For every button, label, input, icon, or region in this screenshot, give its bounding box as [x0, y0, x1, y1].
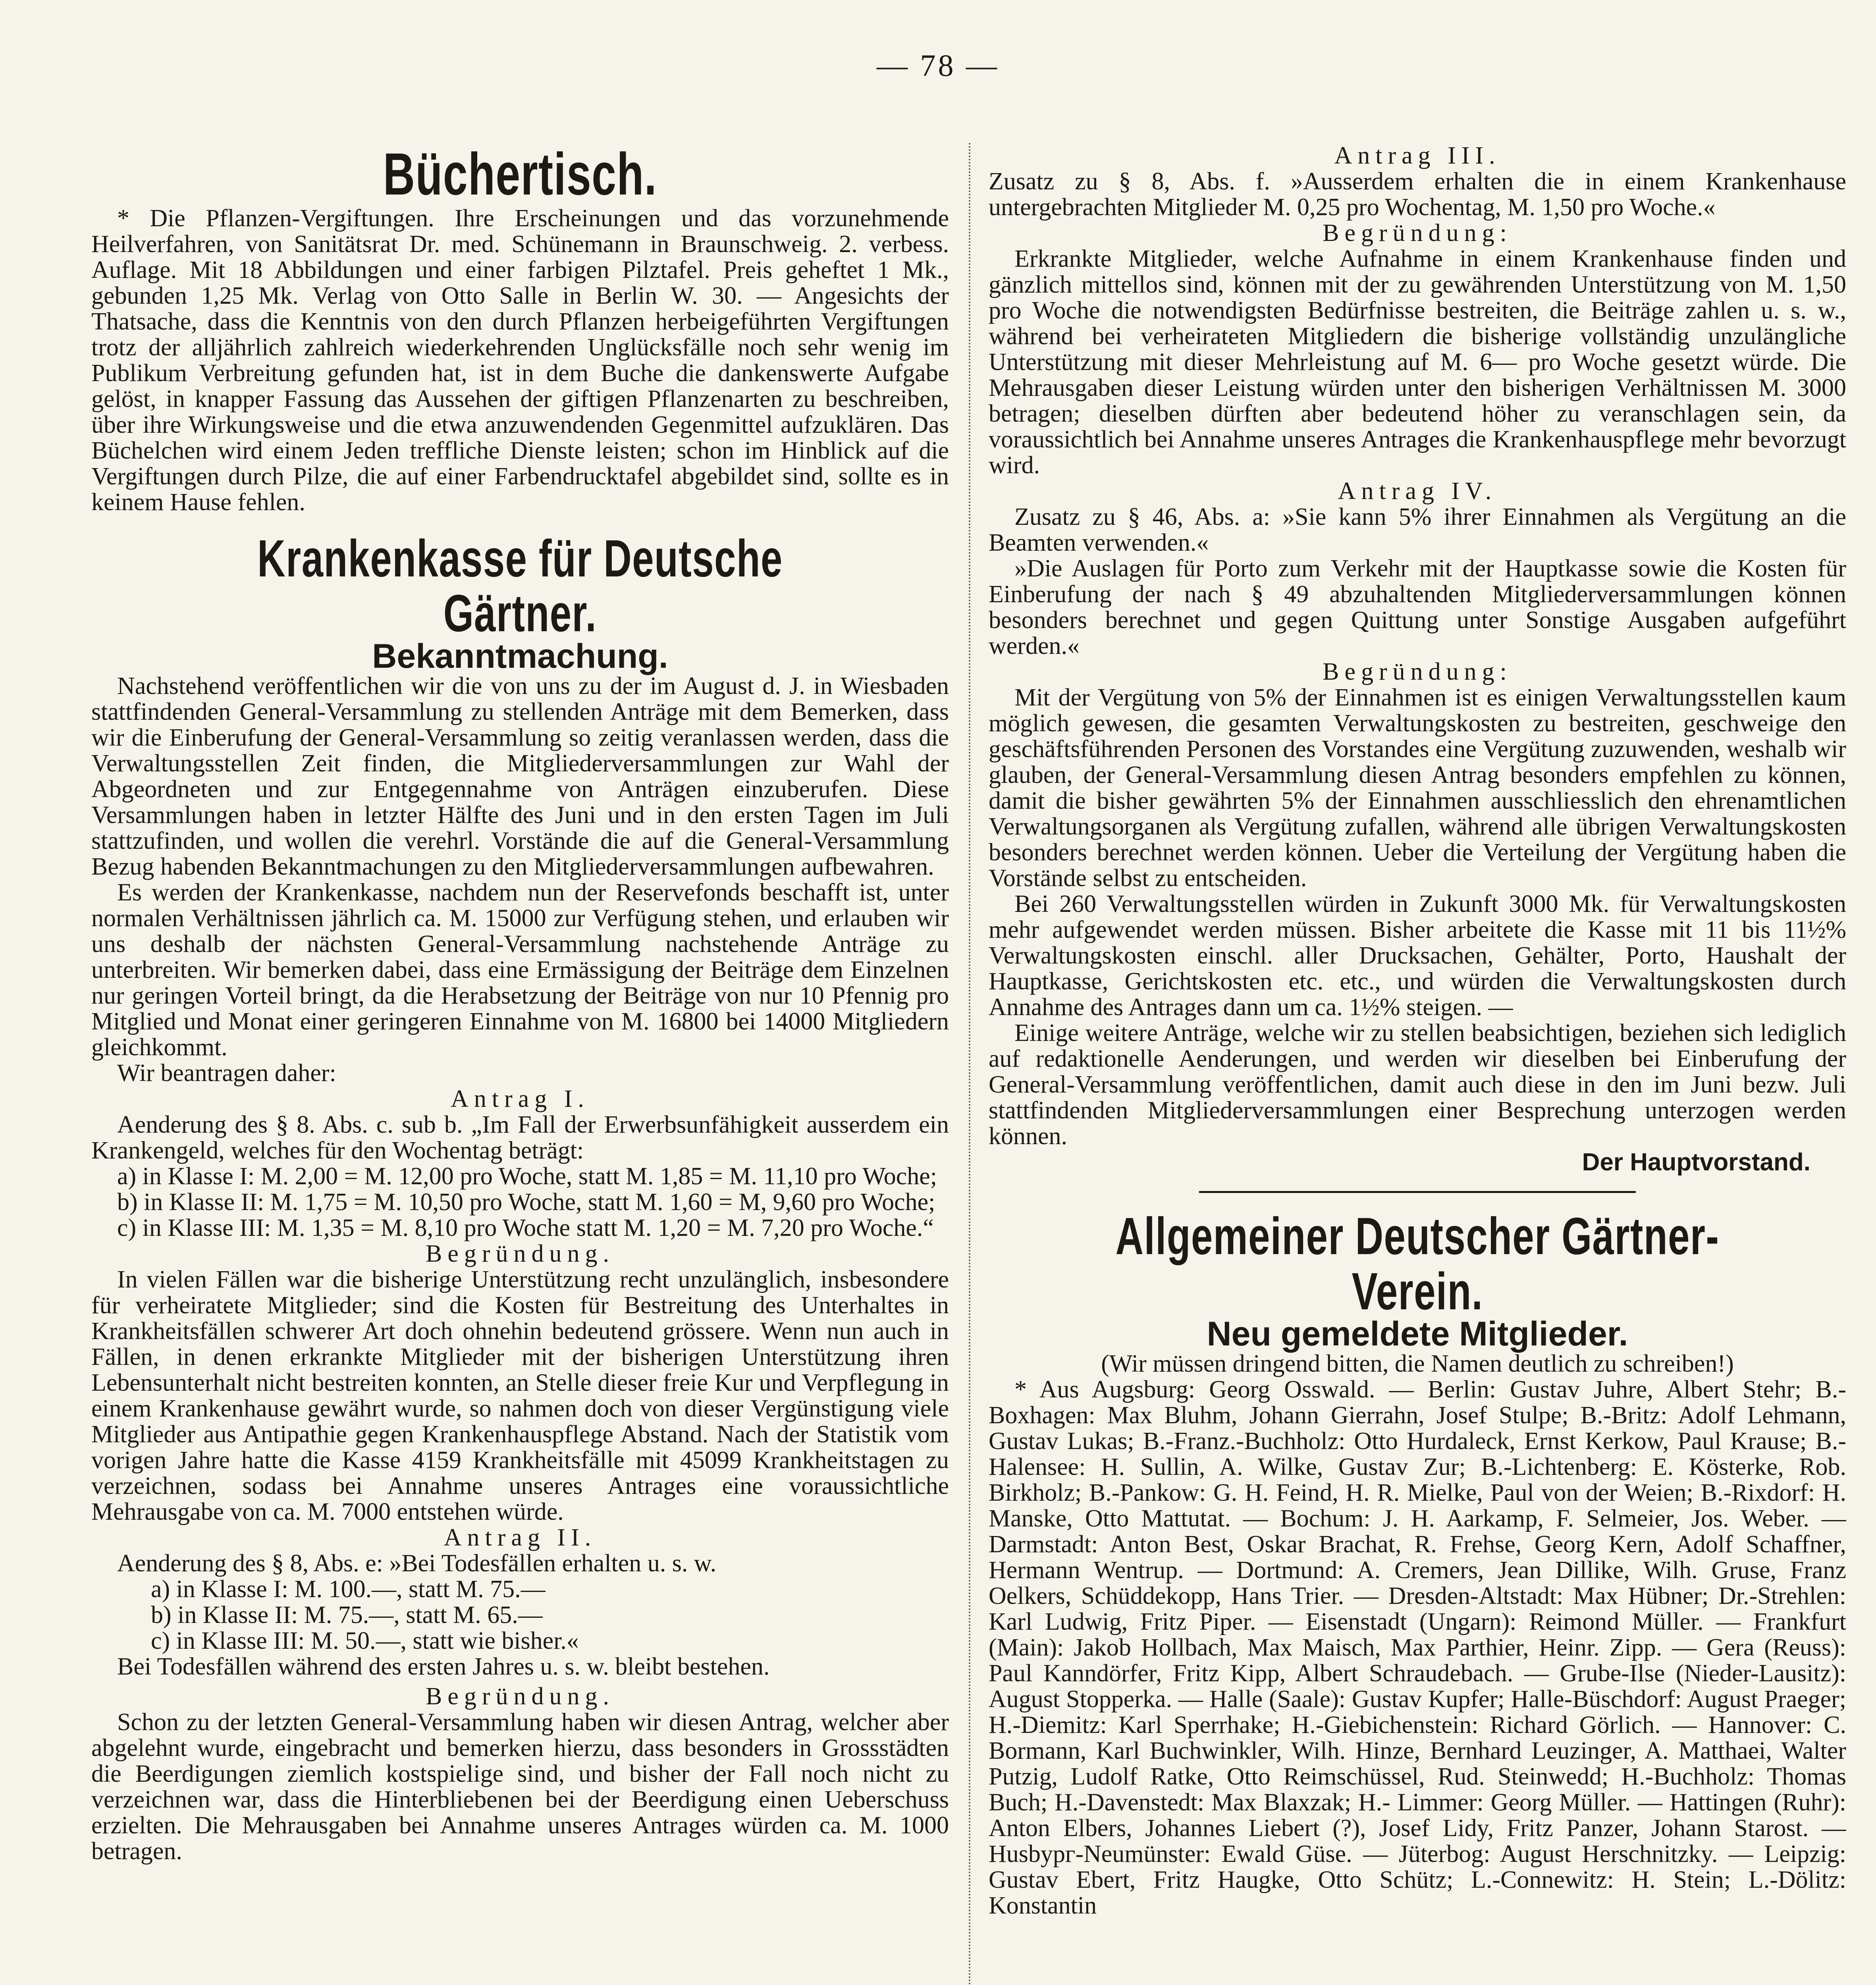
signature: Der Hauptvorstand.	[1582, 1149, 1810, 1176]
buechertisch-review: * Die Pflanzen-Vergiftungen. Ihre Erscheinungen und das vorzunehmende Heilverfahren, von Sanitätsrat Dr. med. Schünemann in Braunschweig. 2. verbess. Auflage. Mit 18 Abbildungen und einer farbigen Pilztafel. Preis geheftet 1 Mk., gebunden 1,25 Mk. Verlag von Otto Salle in Berlin W. 30. — Angesichts der Thatsache, dass die Kenntnis von den durch Pflanzen herbeigeführten Vergiftungen trotz der alljährlich zahlreich wiederkehrenden Unglücksfälle noch sehr wenig im Publikum Verbreitung gefunden hat, ist in dem Buche die dankenswerte Aufgabe gelöst, in knapper Fassung das Aussehen der giftigen Pflanzenarten zu beschreiben, über ihre Wirkungsweise und die etwa anzuwendenden Gegenmittel aufzuklären. Das Büchelchen wird einem Jeden treffliche Dienste leisten; schon im Hinblick auf die Vergiftungen durch Pilze, die auf einer Farbendrucktafel abgebildet sind, sollte es in keinem Hause fehlen.	[91, 204, 949, 516]
begruendung-4-text-2: Bei 260 Verwaltungsstellen würden in Zukunft 3000 Mk. für Verwaltungskosten mehr aufgewendet werden müssen. Bisher arbeitete die Kasse mit 11 bis 11½% Verwaltungskosten einschl. aller Drucksachen, Gehälter, Porto, Haushalt der Hauptkasse, Gerichtskosten etc. etc., und würden die Verwaltungskosten durch Annahme des Antrages dann um ca. 1½% steigen. —	[989, 890, 1846, 1021]
kk-paragraph-2: Es werden der Krankenkasse, nachdem nun der Reservefonds beschafft ist, unter normalen Verhältnissen jährlich ca. M. 15000 zur Verfügung stehen, und erlauben wir uns deshalb der nächsten General-Versammlung nachstehende Anträge zu unterbreiten. Wir bemerken dabei, dass eine Ermässigung der Beiträge dem Einzelnen nur geringen Vorteil bringt, da die Herabsetzung der Beiträge von nur 10 Pfennig pro Mitglied und Monat einer geringeren Einnahme von M. 16800 bei 14000 Mitgliedern gleichkommt.	[91, 879, 949, 1061]
kk-paragraph-3: Wir beantragen daher:	[117, 1059, 336, 1087]
antrag-2-item-c: c) in Klasse III: M. 50.—, statt wie bisher.«	[151, 1627, 579, 1654]
begruendung-4-heading: Begründung:	[1323, 658, 1512, 685]
antrag-4-text-2: »Die Auslagen für Porto zum Verkehr mit der Hauptkasse sowie die Kosten für Einberufung der nach § 49 abzuhaltenden Mitgliederversammlungen können besonders berechnet und gegen Quittung unter Sonstige Ausgaben aufgeführt werden.«	[989, 555, 1846, 659]
antrag-1-heading: Antrag I.	[451, 1085, 590, 1112]
begruendung-4-text-3: Einige weitere Anträge, welche wir zu stellen beabsichtigen, beziehen sich lediglich auf redaktionelle Aenderungen, und werden wir dieselben bei Einberufung der General-Versammlung veröffentlichen, damit auch diese in den im Juni bezw. Juli stattfindenden Mitgliederversammlungen einer Besprechung unterzogen werden können.	[989, 1019, 1846, 1150]
bekanntmachung-heading: Bekanntmachung.	[372, 637, 668, 675]
krankenkasse-heading: Krankenkasse für Deutsche Gärtner.	[257, 529, 783, 643]
antrag-1-item-c: c) in Klasse III: M. 1,35 = M. 8,10 pro Woche statt M. 1,20 = M. 7,20 pro Woche.“	[117, 1214, 934, 1241]
antrag-2-note: Bei Todesfällen während des ersten Jahres u. s. w. bleibt bestehen.	[117, 1653, 770, 1680]
antrag-1-item-b: b) in Klasse II: M. 1,75 = M. 10,50 pro Woche, statt M. 1,60 = M, 9,60 pro Woche;	[117, 1188, 935, 1216]
begruendung-4-text-1: Mit der Vergütung von 5% der Einnahmen ist es einigen Verwaltungsstellen kaum möglich gewesen, die gesamten Verwaltungskosten zu bestreiten, geschweige den geschäftsführenden Personen des Vorstandes eine Vergütung zuzuwenden, weshalb wir glauben, der General-Versammlung diesen Antrag besonders empfehlen zu können, damit die bisher gewährten 5% der Einnahmen ausschliesslich den ehrenamtlichen Verwaltungsorganen als Vergütung zufallen, während alle übrigen Verwaltungskosten besonders berechnet werden können. Ueber die Verteilung der Vergütung haben die Vorstände selbst zu entscheiden.	[989, 684, 1846, 892]
begruendung-2-text: Schon zu der letzten General-Versammlung haben wir diesen Antrag, welcher aber abgelehnt wurde, eingebracht und bemerken hierzu, dass besonders in Grossstädten die Beerdigungen ziemlich kostspielige sind, und bisher der Fall noch nicht zu verzeichnen war, dass die Hinterbliebenen bei der Beerdigung einen Ueberschuss erzielten. Die Mehrausgaben bei Annahme unseres Antrages würden ca. M. 1000 betragen.	[91, 1708, 949, 1865]
left-column	[91, 143, 949, 1985]
verein-heading: Allgemeiner Deutscher Gärtner-Verein.	[1115, 1207, 1720, 1320]
kk-paragraph-1: Nachstehend veröffentlichen wir die von uns zu der im August d. J. in Wiesbaden stattfindenden General-Versammlung zu stellenden Anträge mit dem Bemerken, dass wir die Einberufung der General-Versammlung so zeitig veranlassen werden, dass die Verwaltungsstellen Zeit finden, die Mitgliederversammlungen zur Wahl der Abgeordneten und zur Entgegennahme von Anträgen einzuberufen. Diese Versammlungen haben in letzter Hälfte des Juni und in den ersten Tagen im Juli stattzufinden, und wollen die verehrl. Vorstände die auf die General-Versammlung Bezug habenden Bekanntmachungen zu den Mitgliederversammlungen aufbewahren.	[91, 672, 949, 880]
page-number: — 78 —	[877, 48, 999, 83]
begruendung-2-heading: Begründung.	[425, 1682, 615, 1710]
begruendung-1-text: In vielen Fällen war die bisherige Unterstützung recht unzulänglich, insbesondere für verheiratete Mitglieder; sind die Kosten für Bestreitung des Unterhaltes in Krankheitsfällen schwerer Art doch ohnehin bedeutend grössere. Wenn nun auch in Fällen, in denen erkrankte Mitglieder mit der bisherigen Unterstützung ihren Lebensunterhalt nicht bestreiten konnten, an Stelle dieser freie Kur und Verpflegung in einem Krankenhause gewährt wurde, so nahmen doch von dieser Vergünstigung viele Mitglieder aus Antipathie gegen Krankenhauspflege Abstand. Nach der Statistik vom vorigen Jahre hatte die Kasse 4159 Krankheitsfälle mit 45099 Krankheitstagen zu verzeichnen, sodass bei Annahme unseres Antrages eine voraussichtliche Mehrausgabe von ca. M. 7000 entstehen würde.	[91, 1266, 949, 1525]
antrag-1-item-a: a) in Klasse I: M. 2,00 = M. 12,00 pro Woche, statt M. 1,85 = M. 11,10 pro Woche;	[117, 1162, 937, 1190]
section-divider	[1199, 1191, 1636, 1193]
antrag-3-heading: Antrag III.	[1334, 143, 1501, 169]
column-divider	[969, 143, 970, 1985]
antrag-2-item-a: a) in Klasse I: M. 100.—, statt M. 75.—	[151, 1575, 546, 1603]
antrag-2-item-b: b) in Klasse II: M. 75.—, statt M. 65.—	[151, 1601, 543, 1628]
buechertisch-heading: Büchertisch.	[383, 143, 657, 207]
right-column	[989, 143, 1846, 1985]
members-list: * Aus Augsburg: Georg Osswald. — Berlin: Gustav Juhre, Albert Stehr; B.-Boxhagen: Max Bluhm, Johann Gierrahn, Josef Stulpe; B.-Britz: Adolf Lehmann, Gustav Lukas; B.-Franz.-Buchholz: Otto Hurdaleck, Ernst Kerkow, Paul Krause; B.-Halensee: H. Sullin, A. Wilke, Gustav Zur; B.-Lichtenberg: E. Kösterke, Rob. Birkholz; B.-Pankow: G. H. Feind, H. R. Mielke, Paul von der Weien; B.-Rixdorf: H. Manske, Otto Mattutat. — Bochum: J. H. Aarkamp, F. Selmeier, Jos. Weber. — Darmstadt: Anton Best, Oskar Brachat, R. Frehse, Georg Kern, Adolf Schaffner, Hermann Wentrup. — Dortmund: A. Cremers, Jean Dillike, Wilh. Gruse, Franz Oelkers, Schüddekopp, Hans Trier. — Dresden-Altstadt: Max Hübner; Dr.-Strehlen: Karl Ludwig, Fritz Piper. — Eisenstadt (Ungarn): Reimond Müller. — Frankfurt (Main): Jakob Hollbach, Max Maisch, Max Parthier, Heinr. Zipp. — Gera (Reuss): Paul Kanndörfer, Fritz Kipp, Albert Schraudebach. — Grube-Ilse (Nieder-Lausitz): August Stopperka. — Halle (Saale): Gustav Kupfer; Halle-Büschdorf: August Praeger; H.-Diemitz: Karl Sperrhake; H.-Giebichenstein: Richard Görlich. — Hannover: C. Bormann, Karl Buchwinkler, Wilh. Hinze, Bernhard Leuzinger, A. Matthaei, Walter Putzig, Ludolf Ratke, Otto Reimschüssel, Rud. Steinwedd; H.-Buchholz: Thomas Buch; H.-Davenstedt: Max Blaxzak; H.- Limmer: Georg Müller. — Hattingen (Ruhr): Anton Elbers, Johannes Liebert (?), Josef Lidy, Fritz Panzer, Johann Starost. — Husbург-Neumünster: Ewald Güse. — Jüterbog: August Herschnitzky. — Leipzig: Gustav Ebert, Fritz Haugke, Otto Schütz; L.-Connewitz: H. Stein; L.-Dölitz: Konstantin	[989, 1376, 1846, 1919]
begruendung-1-heading: Begründung.	[425, 1240, 615, 1267]
begruendung-3-heading: Begründung:	[1323, 220, 1512, 247]
neu-note: (Wir müssen dringend bitten, die Namen deutlich zu schreiben!)	[1101, 1350, 1734, 1378]
antrag-4-heading: Antrag IV.	[1338, 478, 1497, 505]
antrag-3-text: Zusatz zu § 8, Abs. f. »Ausserdem erhalten die in einem Krankenhause untergebrachten Mitglieder M. 0,25 pro Wochentag, M. 1,50 pro Woche.«	[989, 168, 1846, 221]
neu-gemeldete-heading: Neu gemeldete Mitglieder.	[1207, 1315, 1628, 1353]
begruendung-3-text: Erkrankte Mitglieder, welche Aufnahme in einem Krankenhause finden und gänzlich mittellos sind, können mit der zu gewährenden Unterstützung von M. 1,50 pro Woche die notwendigsten Bedürfnisse bestreiten, die Beiträge zahlen u. s. w., während bei verheirateten Mitgliedern die bisherige vollständig unzulängliche Unterstützung mit dieser Mehrleistung auf M. 6— pro Woche gesetzt würde. Die Mehrausgaben dieser Leistung würden unter den bisherigen Verhältnissen M. 3000 betragen; dieselben dürften aber bedeutend höher zu veranschlagen sein, da voraussichtlich bei Annahme unseres Antrages die Krankenhauspflege mehr bevorzugt wird.	[989, 245, 1846, 479]
antrag-1-text: Aenderung des § 8. Abs. c. sub b. „Im Fall der Erwerbsunfähigkeit ausserdem ein Krankengeld, welches für den Wochentag beträgt:	[91, 1111, 949, 1164]
antrag-2-heading: Antrag II.	[443, 1524, 597, 1551]
antrag-2-text: Aenderung des § 8, Abs. e: »Bei Todesfällen erhalten u. s. w.	[117, 1549, 717, 1577]
antrag-4-text-1: Zusatz zu § 46, Abs. a: »Sie kann 5% ihrer Einnahmen als Vergütung an die Beamten verwenden.«	[989, 503, 1846, 556]
